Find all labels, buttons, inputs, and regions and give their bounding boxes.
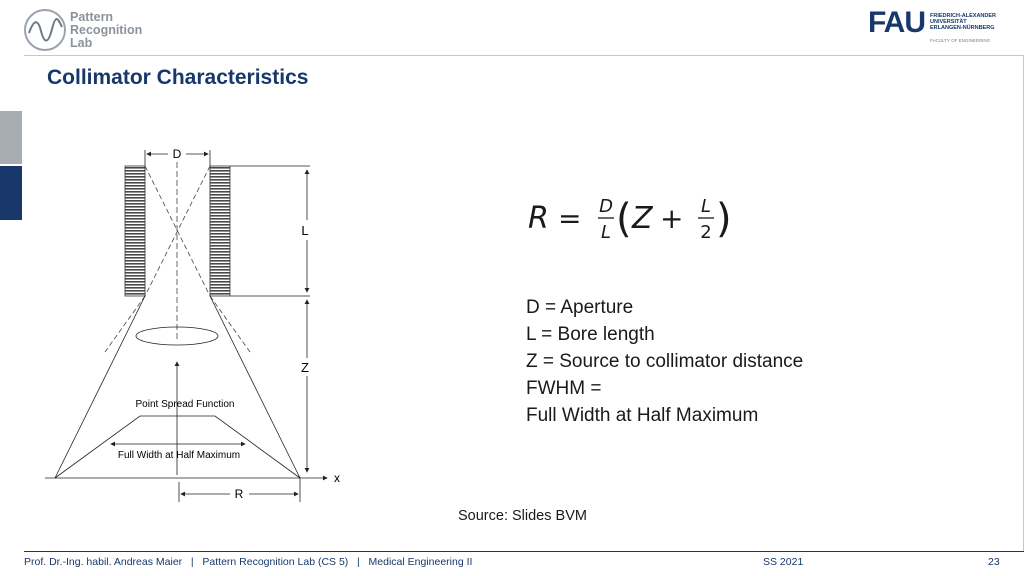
fau-logo xyxy=(868,8,1008,46)
page-number: 23 xyxy=(988,556,1000,568)
label-psf: Point Spread Function xyxy=(135,399,235,410)
label-l: L xyxy=(301,223,309,238)
fau-logo-mark: FAU xyxy=(868,6,925,39)
formula-z: Z xyxy=(632,201,653,236)
footer-term: SS 2021 xyxy=(763,556,804,568)
definition-item: D = Aperture xyxy=(526,297,634,318)
definition-item: Full Width at Half Maximum xyxy=(526,405,759,426)
lab-logo-line: Recognition xyxy=(70,23,143,37)
formula-lhs: R xyxy=(528,201,549,236)
label-z: Z xyxy=(301,360,309,375)
label-r: R xyxy=(234,487,244,501)
fau-logo-name xyxy=(930,13,996,32)
fau-logo-line: FRIEDRICH-ALEXANDER xyxy=(930,13,996,19)
definition-list xyxy=(526,294,803,429)
wave-icon xyxy=(26,11,64,49)
header-divider xyxy=(24,55,1024,56)
formula-left-paren: ( xyxy=(616,196,632,242)
fau-logo-faculty: FACULTY OF ENGINEERING xyxy=(930,38,991,43)
formula-numerator-d: D xyxy=(599,196,613,217)
lab-logo-text xyxy=(70,11,142,50)
collimator-diagram xyxy=(45,140,355,512)
lab-logo-emblem-icon xyxy=(24,9,66,51)
side-marker-blue xyxy=(0,166,22,220)
definition-item: Z = Source to collimator distance xyxy=(526,351,804,372)
resolution-formula xyxy=(526,190,756,250)
lab-logo-line: Pattern xyxy=(70,10,114,24)
label-fwhm: Full Width at Half Maximum xyxy=(117,450,241,461)
label-x: x xyxy=(334,471,340,485)
side-marker-gray xyxy=(0,111,22,164)
formula-equals: = xyxy=(558,202,582,235)
collimator-septum-right xyxy=(210,166,230,296)
footer-divider xyxy=(24,551,1024,552)
footer-text: Prof. Dr.-Ing. habil. Andreas Maier | Pattern Recognition Lab (CS 5) | Medical Engineering II xyxy=(24,556,473,568)
source-citation: Source: Slides BVM xyxy=(458,508,587,524)
formula-right-paren: ) xyxy=(716,196,732,242)
fau-logo-line: ERLANGEN-NÜRNBERG xyxy=(930,25,995,32)
formula-numerator-l: L xyxy=(700,196,712,217)
collimator-septum-left xyxy=(125,166,145,296)
definition-item: L = Bore length xyxy=(526,324,655,345)
formula-denominator-2: 2 xyxy=(700,222,712,243)
definition-item: FWHM = xyxy=(526,378,602,399)
label-d: D xyxy=(172,147,182,161)
formula-denominator-l: L xyxy=(600,222,612,243)
fau-logo-line: UNIVERSITÄT xyxy=(930,19,967,26)
psf-curve xyxy=(55,416,300,478)
lab-logo-line: Lab xyxy=(70,36,93,50)
slide-title: Collimator Characteristics xyxy=(47,66,309,89)
pattern-recognition-lab-logo xyxy=(24,9,174,53)
formula-plus: + xyxy=(660,202,684,235)
